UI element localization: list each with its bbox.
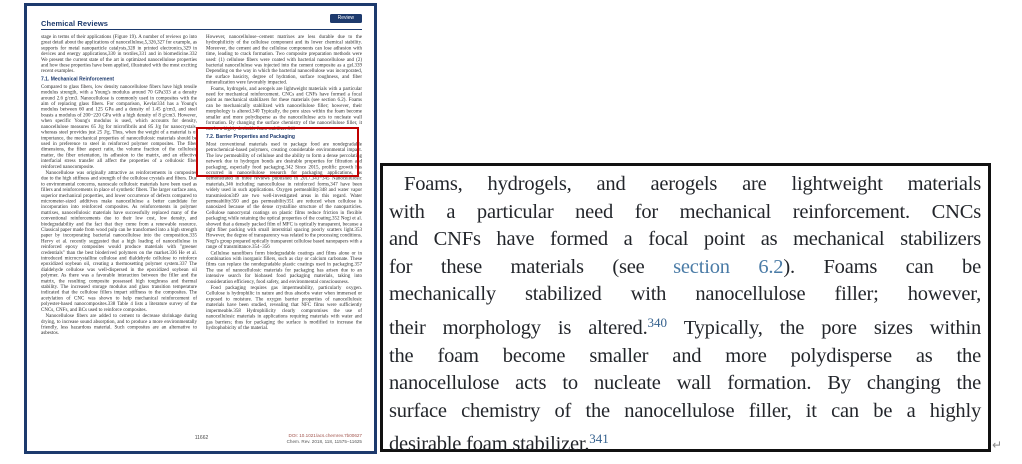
excerpt-line [389,226,981,254]
section-heading-7-1: 7.1. Mechanical Reinforcement [41,76,115,82]
page-column-left [41,34,197,436]
excerpt-text: their morphology is altered. [389,316,648,339]
journal-title: Chemical Reviews [41,19,109,28]
excerpt-text: the foam become smaller and more polydisperse as the [389,344,981,367]
excerpt-text: ). Foams can be [783,255,981,278]
paragraph-packaging-3: Food packaging requires gas impermeability, particularly oxygen. Cellulose is hydrophilic in nature and thus absorbs water when immersed or exposed to moisture. The oxygen barrier properties of nanocellulosic materials have been studied, revealing that NFC films were sufficiently impermeable.358 Hydrophilicity clearly compromises the use of nanocellulosic materials in applications requiring materials with water and gas barriers; thus for packaging the surface is modified to increase the hydrophobicity of the material. [206,285,362,331]
excerpt-line [389,425,981,459]
highlight-rectangle [196,127,359,177]
excerpt-text: nanocellulose acts to nucleate wall formation. By changing the [389,372,981,395]
review-type-badge: Review [330,14,362,23]
excerpt-line [389,199,981,227]
excerpt-text: mechanically stabilized with nanocellulose filler; however, [389,283,981,306]
paragraph-foams-highlighted: Foams, hydrogels, and aerogels are lightweight materials with a particular need for mechanical reinforcement. CNCs and CNFs have formed a focal point as mechanical stabilizers for these materials (see section 6.2). Foams can be mechanically stabilized with nanocellulose filler; however, their morphology is altered.340 Typically, the pore sizes within the foam become smaller and more polydisperse as the nanocellulose acts to nucleate wall formation. By changing the surface chemistry of the nanocellulose filler, it can be a highly desirable foam stabilizer.341 [206,85,362,132]
citation-ref-341[interactable]: 341 [589,431,609,447]
page-column-right [206,34,362,436]
page-body-columns [41,34,362,436]
excerpt-line [389,398,981,426]
excerpt-line [389,309,981,343]
doi-text: DOI: 10.1021/acs.chemrev.7b00627 [288,433,362,438]
section-heading-7-2: 7.2. Barrier Properties and Packaging [206,133,295,140]
excerpt-text: desirable foam stabilizer. [389,433,590,456]
citation-text: Chem. Rev. 2018, 118, 11575−11625 [286,438,362,444]
page-footer [41,433,362,447]
doi-block [287,433,362,444]
paragraph-packaging-1: Most conventional materials used to package food are nondegradable petrochemical-based polymers, creating considerable environmental impact. The low permeability of cellulose and the ability to form a dense percolating network due to hydrogen bonds are desirable properties for filtration and packaging, especially food packaging.342 Since 2015, prolific growth has occurred in nanocellulose research for packaging applications, as demonstrated in three reviews published in 2017.343−345 Nanocellulosic materials,346 including nanocellulose in reinforced forms,347 have been widely used in such applications. Oxygen permeability348 and water vapor transmission349 are two well-investigated areas in this regard. Water permeability350 and gas permeability351 are reduced when cellulose is nanosized because of the dense crystalline structure of the nanoparticles. Cellulose nanocrystal coatings on plastic films reduce friction in flexible packaging while retaining the optical properties of the coating.352 Nogi et al. showed that a densely packed film of MFC is optically transparent, because a tight fiber packing with small interstitial spacing poorly scatters light.353 However, the degree of transparency was related to the processing conditions. Nogi's group prepared optically transparent cellulose based nanopapers with a range of transmittance.354−356 [206,141,362,250]
paragraph-mechanical-1: Compared to glass fibers, low density nanocellulose fibers have high tensile modulus strength, with a Young's modulus around 70 GPa333 at a density around 2.6 g/cm3. Nanocellulose is commonly used in composites with the aim of replacing glass fibers. For comparison, Kevlar334 has a Young's modulus between 60 and 125 GPa and a density of 1.45 g/cm3, and steel boasts a modulus of 200−220 GPa with a high density of 8 g/cm3. However, when specific Young's modulus is used, which accounts for density, nanocellulose measures 65 J/g for microfibrils and 85 J/g for nanocrystals, whereas steel provides just 25 J/g. Thus, when the weight of a material is of importance, the mechanical properties of nanocellulosic materials should be used in preference to steel in reinforced polymer composites. The fiber dimensions, the fiber aspect ratio, the volume fraction of the cellulosic matter, the fiber orientation, its adhesion to the matrix, and an effective interfacial stress transfer all affect the properties of a cellulosic fiber reinforced nanocomposite. [41,83,197,170]
paragraph-mechanical-2: Nanocellulose was originally attractive as reinforcements in composites due to the high stiffness and strength of the cellulose crystals and fibers. Due to environmental concerns, nanoscale cellulosic materials have been used as fillers and reinforcements in place of synthetic fibers. The larger surface area, superior mechanical properties, and lower occurrence of defects compared to micrometer-sized additives make nanocellulose a better candidate for incorporation into reinforced composites. As reinforcements in polymer matrixes, nanocellulosic materials have successfully replaced many of the conventional reinforcements due to their low cost, low density, and biodegradability and the fact that they come from a renewable resource. Classical paper made from wood pulp can be transformed into a high strength paper by incorporating bacterial nanocellulose into the composition.335 Hervy et al. recently suggested that a high loading of nanocellulose in reinforced epoxy composites would produce materials with "greener credentials" than the best bioderived polymers on the market.336 He et al. introduced microcrystalline cellulose and dialdehyde cellulose to reinforce epoxidized soybean oil, creating a thermosetting polymer system.337 The dialdehyde cellulose was well-dispersed in the epoxidized soybean oil polymer. As there was a favorable interaction between the filler and the matrix, the resulting composite possessed high toughness and thermal stability. The increased storage modulus and glass transition temperature indicated that the cellulose fillers impart stiffness to the composites. The acetylation of CNC was shown to help mechanical reinforcement of polyester-based nanocomposites.338 Table 4 lists a literature survey of the CNCs, CNFs, and BCs used to reinforce composites. [41,169,197,313]
journal-header [41,13,362,30]
excerpt-text: with a particular need for mechanical reinforcement. CNCs [389,200,981,223]
excerpt-line [389,171,981,199]
paragraph-packaging-2: Cellulose nanofibers form biodegradable coatings and films alone or in combination with inorganic fillers, such as clay or calcium carbonate. These films can replace the nondegradable plastic coatings used in packaging.357 The use of nanocellulosic materials for packaging has arisen due to an intensive search for biobased food packaging materials, taking into consideration efficiency, food safety, and environmental consciousness. [206,250,362,285]
paper-page-thumbnail [24,3,377,454]
excerpt-line [389,281,981,309]
paragraph-return-mark-icon: ↵ [992,438,1003,452]
paragraph-cement-intro: Nanocellulose fibers are added to cement to decrease shrinkage during drying, to increase sound absorption, and to produce a more environmentally friendly, less hazardous material. Such composites are an alternative to asbestos. [41,313,197,336]
excerpt-text: Foams, hydrogels, and aerogels are lightweight materials [404,173,981,195]
paragraph-cement-durability: However, nanocellulose−cement matrixes are less durable due to the hydrophilicity of the cellulose component and its lower chemical stability. Moreover, the cement and the cellulose components can lose adhesion with time, leading to crack formation. Two composite preparation methods were used: (1) cellulose fibers were coated with bacterial nanocellulose and (2) bacterial nanocellulose was injected into the cement composite as a gel.339 Depending on the way in which the bacterial nanocellulose was incorporated, the surface basicity, degree of hydration, surface roughness, and fiber mineralization were favorably impacted. [206,34,362,86]
paragraph-applications: stage in terms of their applications (Figure 19). A number of reviews go into great detail about the applications of nanocellulose,5,326,327 for example, as supports for metal nanoparticle catalysts,328 in printed electronics,329 in devices and energy applications,330 in textiles,331 and in biomedicine.332 We present the current state of the art in optimized nanocellulose properties and how these properties have been applied, illustrated with the most exciting recent examples. [41,34,197,74]
excerpt-text: surface chemistry of the nanocellulose filler, it can be a highly [389,399,981,422]
excerpt-text: and CNFs have formed a focal point as mechanical stabilizers [389,228,981,251]
magnified-excerpt-panel [380,163,991,456]
section-6-2-link[interactable]: section 6.2 [673,255,784,278]
excerpt-line [389,254,981,282]
excerpt-line [389,343,981,371]
excerpt-text: for these materials (see [389,255,674,278]
excerpt-text: Typically, the pore sizes within [667,316,981,339]
citation-ref-340[interactable]: 340 [647,314,668,330]
page-number: 11662 [194,435,209,441]
excerpt-line [389,370,981,398]
